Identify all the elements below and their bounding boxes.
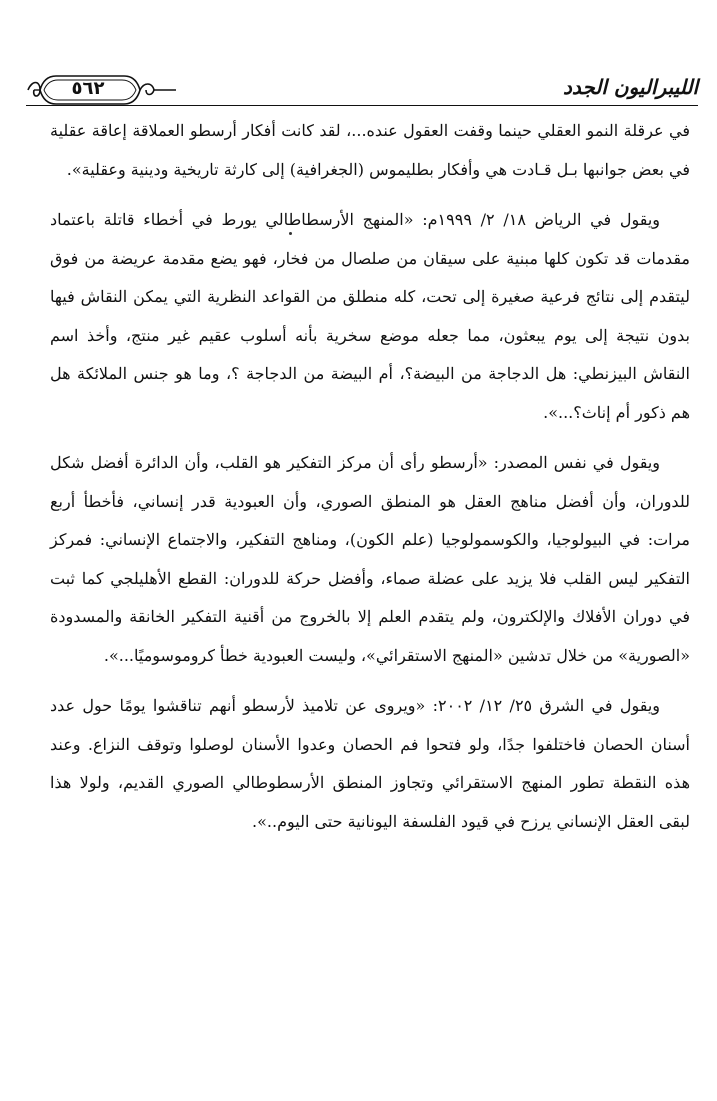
print-speck xyxy=(289,232,292,235)
page-number: ٥٦٢ xyxy=(71,78,105,99)
header-rule xyxy=(26,105,698,106)
running-title: الليبراليون الجدد xyxy=(562,75,698,99)
body-text xyxy=(50,112,690,841)
paragraph-2: ويقول في الرياض ١٨/ ٢/ ١٩٩٩م: «المنهج الأرسطاطالي يورط في أخطاء قاتلة باعتماد مقدمات قد تكون كلها مبنية على سيقان من صلصال من فخار، فهو يضع مقدمة عريضة من فوق ليتقدم إلى نتائج فرعية صغيرة إلى تحت، كله منطلق من القواعد النظرية التي يمكن النقاش فيها بدون نتيجة إلى يوم يبعثون، مما جعله موضع سخرية بأنه أسلوب عقيم غير منتج، وأخذ اسم النقاش البيزنطي: هل الدجاجة من البيضة؟، أم البيضة من الدجاجة ؟، وما هو جنس الملائكة هل هم ذكور أم إناث؟...». xyxy=(50,210,690,422)
page-header xyxy=(26,72,698,108)
paragraph-3: ويقول في نفس المصدر: «أرسطو رأى أن مركز التفكير هو القلب، وأن الدائرة أفضل شكل للدوران، وأن أفضل مناهج العقل هو المنطق الصوري، وأن العبودية قدر إنساني، فأخطأ أربع مرات: في البيولوجيا، والكوسمولوجيا (علم الكون)، ومناهج التفكير، والاجتماع الإنساني: فمركز التفكير ليس القلب فلا يزيد على عضلة صماء، وأفضل حركة للدوران: القطع الأهليلجي كما ثبت في دوران الأفلاك والإلكترون، ولم يتقدم العلم إلا بالخروج من أقنية التفكير الخانقة والمسدودة «الصورية» من خلال تدشين «المنهج الاستقرائي»، وليست العبودية خطأ كروموسوميًا...». xyxy=(50,453,690,665)
paragraph-1: في عرقلة النمو العقلي حينما وقفت العقول عنده...، لقد كانت أفكار أرسطو العملاقة إعاقة عقلية في بعض جوانبها بـل قـادت هي وأفكار بطليموس (الجغرافية) إلى كارثة تاريخية ودينية وعقلية». xyxy=(50,121,690,179)
paragraph-4: ويقول في الشرق ٢٥/ ١٢/ ٢٠٠٢: «ويروى عن تلاميذ لأرسطو أنهم تناقشوا يومًا حول عدد أسنان الحصان فاختلفوا جدًا، ولو فتحوا فم الحصان وعدوا الأسنان لوصلوا وتوقف النزاع. وعند هذه النقطة تطور المنهج الاستقرائي وتجاوز المنطق الأرسطوطالي الصوري القديم، ولولا هذا لبقى العقل الإنساني يرزح في قيود الفلسفة اليونانية حتى اليوم..». xyxy=(50,696,690,831)
